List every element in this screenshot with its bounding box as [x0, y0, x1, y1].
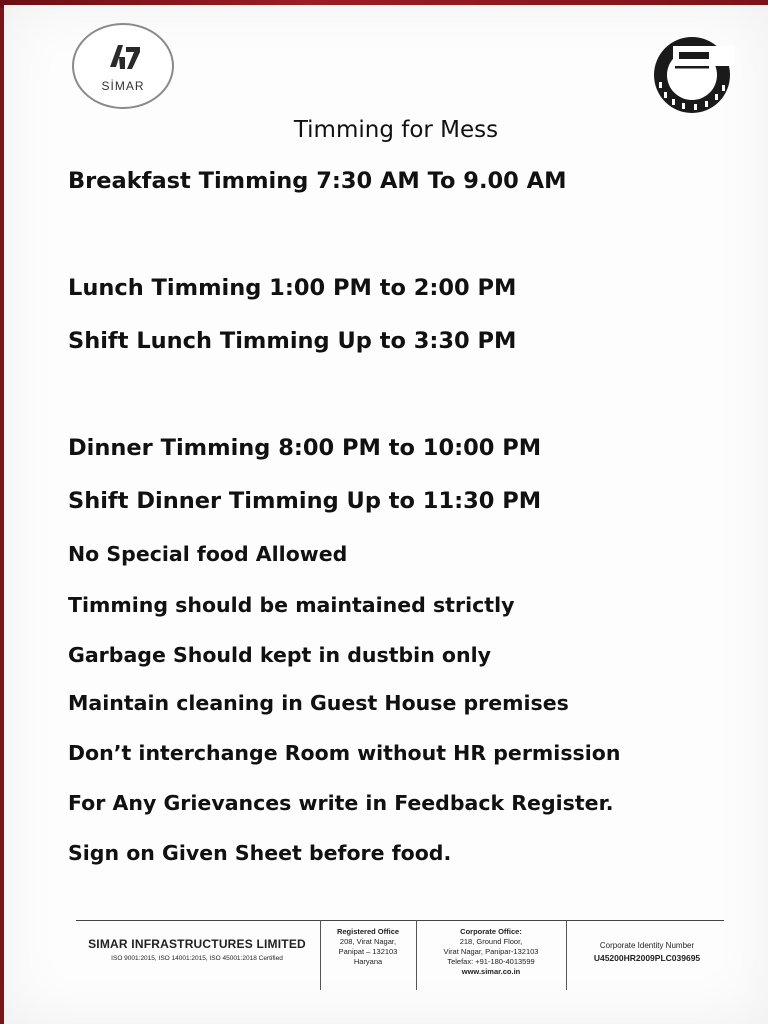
dinner-timing: Dinner Timming 8:00 PM to 10:00 PM: [68, 435, 542, 461]
rule-cleaning: Maintain cleaning in Guest House premises: [68, 691, 569, 715]
rule-room-change: Don’t interchange Room without HR permission: [68, 741, 621, 765]
company-name: SIMAR INFRASTRUCTURES LIMITED: [88, 937, 306, 951]
registered-office-label: Registered Office: [336, 927, 400, 936]
corporate-office-line: Virat Nagar, Panipar-132103: [443, 947, 539, 956]
footer-company: [78, 937, 316, 964]
rule-grievances: For Any Grievances write in Feedback Register.: [68, 791, 614, 815]
shift-dinner-timing: Shift Dinner Timming Up to 11:30 PM: [68, 488, 542, 514]
corporate-office-label: Corporate Office:: [460, 927, 522, 936]
cin-label: Corporate Identity Number: [599, 941, 695, 950]
company-certifications: ISO 9001:2015, ISO 14001:2015, ISO 45001:2018 Certified: [111, 955, 283, 962]
simar-logo-icon: [104, 39, 144, 75]
rule-no-special-food: No Special food Allowed: [68, 542, 348, 566]
rule-garbage: Garbage Should kept in dustbin only: [68, 643, 491, 667]
breakfast-timing: Breakfast Timming 7:30 AM To 9.00 AM: [68, 168, 567, 194]
footer-cin: [570, 941, 724, 963]
footer-divider: [76, 920, 724, 921]
corporate-office-line: 218, Ground Floor,: [459, 937, 523, 946]
corporate-office-line: Telefax: +91-180-4013599: [447, 957, 535, 966]
notice-title: Timming for Mess: [293, 117, 499, 143]
cin-value: U45200HR2009PLC039695: [593, 953, 701, 963]
website-link[interactable]: www.simar.co.in: [461, 967, 521, 976]
rule-timing-strict: Timming should be maintained strictly: [68, 593, 515, 617]
footer-registered-office: [322, 927, 414, 967]
footer-column-divider: [320, 920, 321, 990]
footer-column-divider: [416, 920, 417, 990]
footer-column-divider: [566, 920, 567, 990]
simar-logo: [72, 23, 174, 109]
registered-office-line: Panipat – 132103: [338, 947, 398, 956]
footer-corporate-office: [418, 927, 564, 977]
logo-wordmark: SİMAR: [101, 79, 145, 93]
registered-office-line: 208, Virat Nagar,: [339, 937, 397, 946]
tuv-nord-seal: [645, 30, 739, 116]
rule-sign-sheet: Sign on Given Sheet before food.: [68, 841, 452, 865]
lunch-timing: Lunch Timming 1:00 PM to 2:00 PM: [68, 275, 517, 301]
notice-sheet: [4, 5, 768, 1024]
registered-office-line: Haryana: [353, 957, 383, 966]
shift-lunch-timing: Shift Lunch Timming Up to 3:30 PM: [68, 328, 517, 354]
